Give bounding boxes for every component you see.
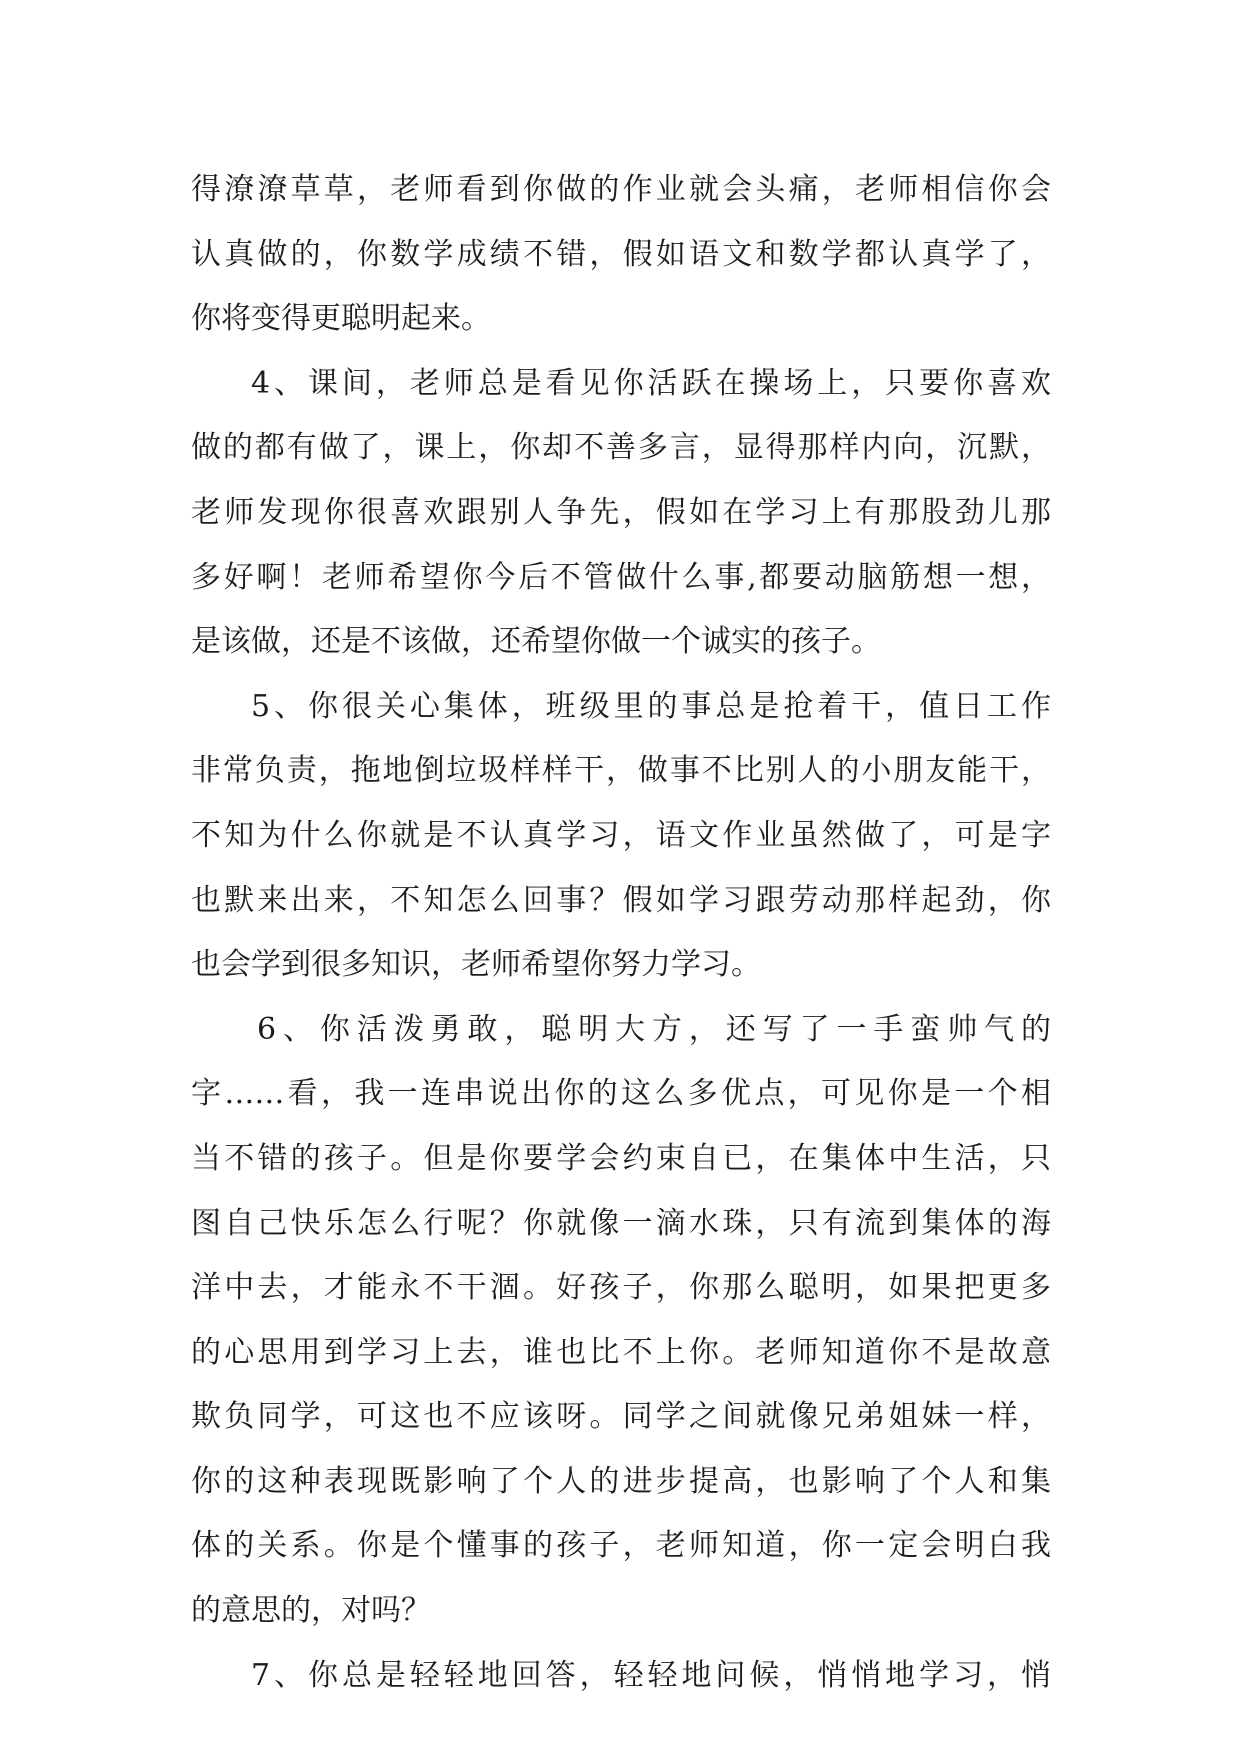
- body-text: [191, 158, 1051, 1708]
- text-line: 是该做，还是不该做，还希望你做一个诚实的孩子。: [191, 624, 881, 660]
- text-line: 图自己快乐怎么行呢？你就像一滴水珠，只有流到集体的海: [191, 1205, 1051, 1241]
- text-line: 不知为什么你就是不认真学习，语文作业虽然做了，可是字: [191, 817, 1051, 853]
- text-line: 字……看，我一连串说出你的这么多优点，可见你是一个相: [191, 1076, 1051, 1112]
- text-line: 洋中去，才能永不干涸。好孩子，你那么聪明，如果把更多: [191, 1270, 1051, 1306]
- text-line: 的意思的，对吗？: [191, 1593, 431, 1629]
- text-line: 非常负责，拖地倒垃圾样样干，做事不比别人的小朋友能干，: [191, 753, 1051, 789]
- text-line: 认真做的，你数学成绩不错，假如语文和数学都认真学了，: [191, 236, 1051, 272]
- text-line: 欺负同学，可这也不应该呀。同学之间就像兄弟姐妹一样，: [191, 1399, 1051, 1435]
- text-line: 体的关系。你是个懂事的孩子，老师知道，你一定会明白我: [191, 1528, 1051, 1564]
- paragraph-7-first-line: 7、你总是轻轻地回答，轻轻地问候，悄悄地学习，悄: [251, 1657, 1051, 1693]
- text-line: 当不错的孩子。但是你要学会约束自已，在集体中生活，只: [191, 1140, 1051, 1176]
- text-line: 多好啊！老师希望你今后不管做什么事,都要动脑筋想一想，: [191, 559, 1051, 595]
- text-line: 的心思用到学习上去，谁也比不上你。老师知道你不是故意: [191, 1334, 1051, 1370]
- text-line: 得潦潦草草，老师看到你做的作业就会头痛，老师相信你会: [191, 172, 1051, 207]
- paragraph-6-first-line: 6、你活泼勇敢，聪明大方，还写了一手蛮帅气的: [257, 1011, 1051, 1047]
- text-line: 老师发现你很喜欢跟别人争先，假如在学习上有那股劲儿那: [191, 494, 1051, 530]
- text-line: 做的都有做了，课上，你却不善多言，显得那样内向，沉默，: [191, 430, 1051, 466]
- text-line: 也会学到很多知识，老师希望你努力学习。: [191, 947, 761, 983]
- paragraph-5-first-line: 5、你很关心集体，班级里的事总是抢着干，值日工作: [251, 688, 1051, 724]
- paragraph-4-first-line: 4、课间，老师总是看见你活跃在操场上，只要你喜欢: [251, 365, 1051, 401]
- text-line: 你将变得更聪明起来。: [191, 301, 491, 337]
- text-line: 你的这种表现既影响了个人的进步提高，也影响了个人和集: [191, 1463, 1051, 1499]
- text-line: 也默来出来，不知怎么回事？假如学习跟劳动那样起劲，你: [191, 882, 1051, 918]
